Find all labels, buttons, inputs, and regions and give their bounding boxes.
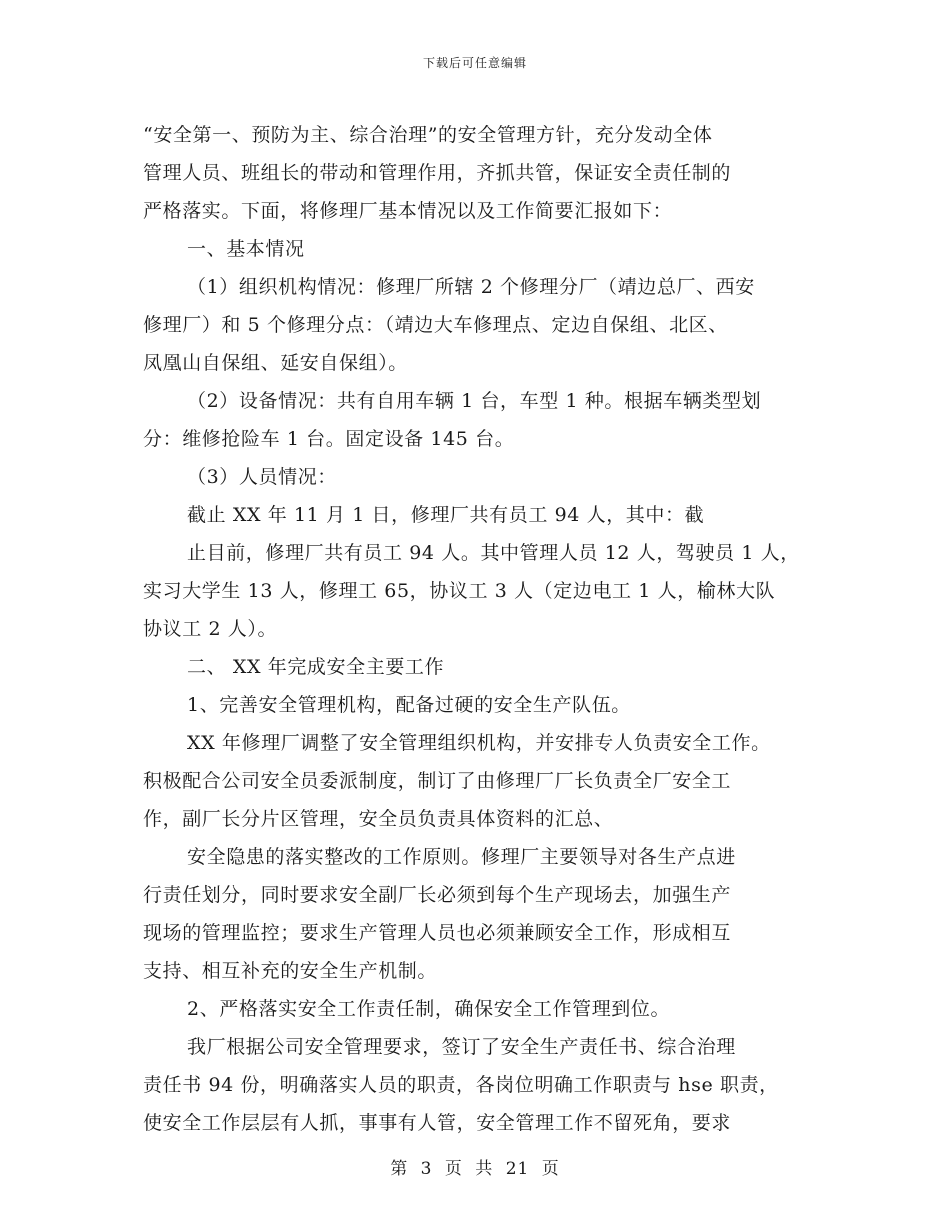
text-line: 安全隐患的落实整改的工作原则。修理厂主要领导对各生产点进 xyxy=(187,846,736,868)
text-line: 行责任划分，同时要求安全副厂长必须到每个生产现场去，加强生产 xyxy=(143,884,732,906)
page-footer: 第 3 页 共 21 页 xyxy=(390,1159,560,1179)
document-body xyxy=(143,116,833,1142)
text-line: 支持、相互补充的安全生产机制。 xyxy=(143,960,438,982)
text-line: 作，副厂长分片区管理，安全员负责具体资料的汇总、 xyxy=(143,808,614,830)
text-line: 修理厂）和 5 个修理分点：（靖边大车修理点、定边自保组、北区、 xyxy=(143,314,728,336)
text-line: （3）人员情况： xyxy=(187,466,337,488)
text-line: （1）组织机构情况：修理厂所辖 2 个修理分厂（靖边总厂、西安 xyxy=(187,276,755,298)
text-line: 严格落实。下面，将修理厂基本情况以及工作简要汇报如下： xyxy=(143,200,673,222)
text-line: 2、严格落实安全工作责任制，确保安全工作管理到位。 xyxy=(187,998,671,1020)
text-line: （2）设备情况：共有自用车辆 1 台，车型 1 种。根据车辆类型划 xyxy=(187,390,762,412)
page-header: 下载后可任意编辑 xyxy=(422,56,527,70)
text-line: 止目前，修理厂共有员工 94 人。其中管理人员 12 人，驾驶员 1 人， xyxy=(187,542,800,564)
text-line: 二、 XX 年完成安全主要工作 xyxy=(187,656,445,678)
text-line: 凤凰山自保组、延安自保组）。 xyxy=(143,352,408,374)
text-line: 实习大学生 13 人，修理工 65，协议工 3 人（定边电工 1 人，榆林大队 xyxy=(143,580,776,602)
text-line: 分：维修抢险车 1 台。固定设备 145 台。 xyxy=(143,428,515,450)
text-line: 截止 XX 年 11 月 1 日，修理厂共有员工 94 人，其中：截 xyxy=(187,504,705,526)
text-line: 现场的管理监控；要求生产管理人员也必须兼顾安全工作，形成相互 xyxy=(143,922,732,944)
text-line: 责任书 94 份，明确落实人员的职责，各岗位明确工作职责与 hse 职责， xyxy=(143,1074,779,1096)
text-line: “安全第一、预防为主、综合治理”的安全管理方针，充分发动全体 xyxy=(143,124,713,146)
text-line: 使安全工作层层有人抓，事事有人管，安全管理工作不留死角，要求 xyxy=(143,1112,732,1134)
text-line: 一、基本情况 xyxy=(187,238,305,260)
text-line: 我厂根据公司安全管理要求，签订了安全生产责任书、综合治理 xyxy=(187,1036,736,1058)
text-line: 管理人员、班组长的带动和管理作用，齐抓共管，保证安全责任制的 xyxy=(143,162,732,184)
text-line: 积极配合公司安全员委派制度，制订了由修理厂厂长负责全厂安全工 xyxy=(143,770,732,792)
text-line: 1、完善安全管理机构，配备过硬的安全生产队伍。 xyxy=(187,694,631,716)
text-line: XX 年修理厂调整了安全管理组织机构，并安排专人负责安全工作。 xyxy=(187,732,771,754)
text-line: 协议工 2 人）。 xyxy=(143,618,278,640)
